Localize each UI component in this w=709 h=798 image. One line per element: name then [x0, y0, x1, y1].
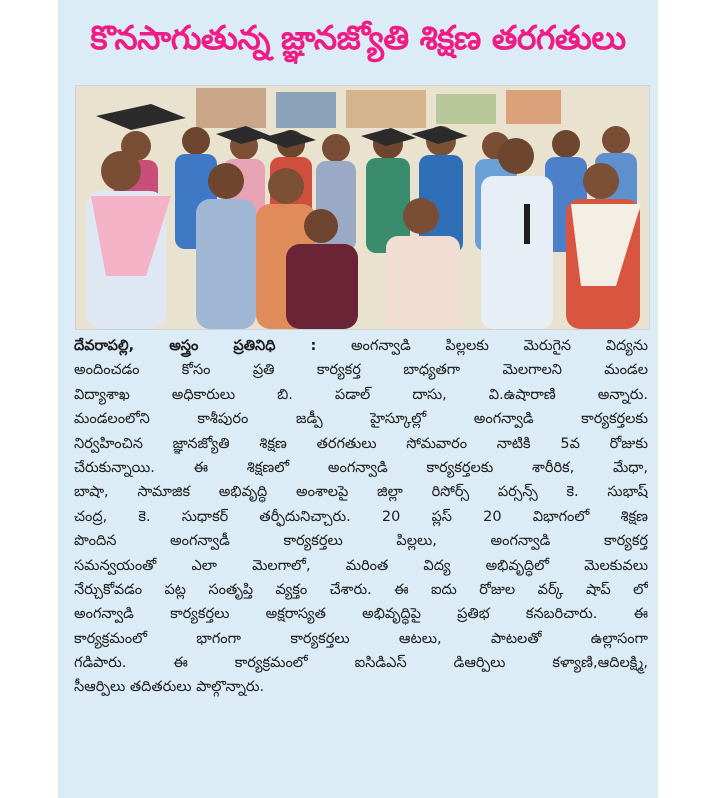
article-line: అంగన్వాడి కార్యకర్తలు అక్షరాస్యత అభివృద్ధిపై ప్రతిభ కనబరిచారు. ఈ	[74, 606, 648, 623]
headline: కొనసాగుతున్న జ్ఞానజ్యోతి శిక్షణ తరగతులు	[90, 17, 626, 57]
article-line: దేవరాపల్లి, అస్త్రం ప్రతినిధి : అంగన్వాడి పిల్లలకు మెరుగైన విద్యను	[74, 338, 648, 354]
article-line: గడిపారు. ఈ కార్యక్రమంలో ఐసిడిఎస్ డిఆర్పిలు కళ్యాణి,ఆదిలక్ష్మి,	[74, 655, 648, 672]
article-line: నిర్వహించిన జ్ఞానజ్యోతి శిక్షణ తరగతులు సోమవారం నాటికి 5వ రోజుకు	[74, 435, 648, 452]
article-line: సమన్వయంతో ఎలా మెలగాలో, మరింత విద్య అభివృద్ధిలో మెలకువలు	[74, 557, 648, 574]
article-line: చేరుకున్నాయి. ఈ శిక్షణలో అంగన్వాడి కార్యకర్తలకు శారీరిక, మేధా,	[74, 459, 648, 476]
article-line: నేర్చుకోవడం పట్ల సంతృప్తి వ్యక్తం చేశారు. ఈ ఐదు రోజుల వర్క్ షాప్ లో	[74, 581, 648, 598]
article-line: పొందిన అంగన్వాడీ కార్యకర్తలు పిల్లలు, అంగన్వాడి కార్యకర్త	[74, 533, 648, 550]
article-line: బాషా, సామాజిక అభివృద్ధి అంశాలపై జిల్లా రిసోర్స్ పర్సన్స్ కె. సుభాష్	[74, 484, 648, 501]
article-line: మండలంలోని కాశీపురం జడ్పీ హైస్కూల్లో అంగన్వాడి కార్యకర్తలకు	[74, 411, 648, 428]
article-line: సీఆర్పిలు తదితరులు పాల్గొన్నారు.	[74, 679, 265, 696]
article-line: అందించడం కోసం ప్రతి కార్యకర్త బాధ్యతగా మెలగాలని మండల	[74, 362, 648, 379]
group-photo-illustration	[76, 86, 649, 329]
article-body	[74, 334, 648, 700]
dateline: దేవరాపల్లి, అస్త్రం ప్రతినిధి :	[74, 338, 317, 354]
article-line: విద్యాశాఖ అధికారులు బి. పడాల్ దాసు, వి.ఉషారాణి అన్నారు.	[74, 386, 648, 403]
article-line: చంద్ర, కె. సుధాకర్ తర్ఫీదునిచ్చారు. 20 ప్లస్ 20 విభాగంలో శిక్షణ	[74, 508, 648, 525]
newspaper-clipping	[58, 0, 658, 798]
article-line: కార్యక్రమంలో భాగంగా కార్యకర్తలు ఆటలు, పాటలతో ఉల్లాసంగా	[74, 630, 648, 647]
group-photo	[75, 85, 650, 330]
